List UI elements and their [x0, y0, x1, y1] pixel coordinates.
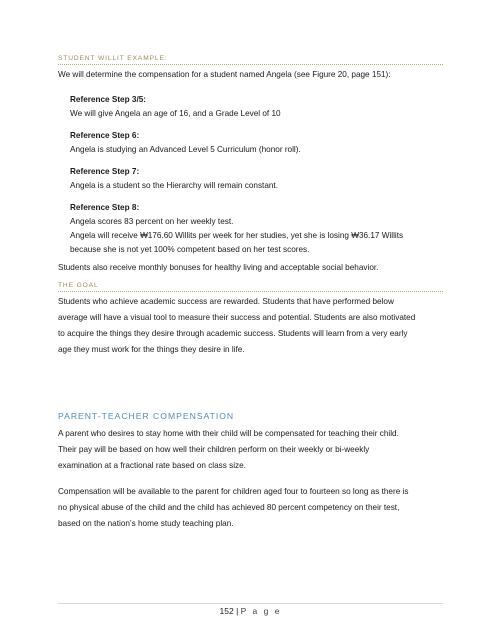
compensation-line: Compensation will be available to the parent for children aged four to fourteen so long as there is	[58, 487, 409, 496]
step-text: Angela will receive ₩176.60 Willits per week for her studies, yet she is losing ₩36.17 Willits	[70, 231, 404, 240]
compensation-line: no physical abuse of the child and the child has achieved 80 percent competency on their test,	[58, 503, 400, 512]
goal-line: to acquire the things they desire through academic success. Students will learn from a very early	[58, 329, 408, 338]
page-number: 152	[219, 606, 234, 616]
intro-paragraph: We will determine the compensation for a student named Angela (see Figure 20, page 151):	[58, 70, 391, 79]
page-footer	[58, 606, 443, 616]
goal-line: age they must work for the things they desire in life.	[58, 345, 245, 354]
parent-line: Their pay will be based on how well their children perform on their weekly or bi-weekly	[58, 445, 370, 454]
heading-divider	[58, 64, 443, 65]
step-title: Reference Step 7:	[70, 167, 140, 176]
page-label: P a g e	[240, 606, 282, 616]
document-page	[58, 0, 443, 640]
step-title: Reference Step 6:	[70, 131, 140, 140]
footer-separator: |	[236, 606, 239, 616]
step-title: Reference Step 8:	[70, 203, 140, 212]
footer-divider	[58, 603, 443, 604]
section-heading-student-example: STUDENT WILLIT EXAMPLE:	[58, 55, 168, 62]
step-text: Angela is studying an Advanced Level 5 Curriculum (honor roll).	[70, 145, 301, 154]
section-heading-parent-teacher: PARENT-TEACHER COMPENSATION	[58, 411, 235, 421]
step-text: Angela is a student so the Hierarchy will remain constant.	[70, 181, 278, 190]
goal-line: Students who achieve academic success are rewarded. Students that have performed below	[58, 297, 394, 306]
parent-line: examination at a fractional rate based on class size.	[58, 461, 246, 470]
goal-line: average will have a visual tool to measure their success and potential. Students are also motivated	[58, 313, 416, 322]
step-title: Reference Step 3/5:	[70, 95, 146, 104]
heading-divider	[58, 291, 443, 292]
parent-line: A parent who desires to stay home with their child will be compensated for teaching their child.	[58, 429, 399, 438]
step-text: because she is not yet 100% competent based on her test scores.	[70, 245, 310, 254]
closing-paragraph: Students also receive monthly bonuses for healthy living and acceptable social behavior.	[58, 263, 379, 272]
step-text: Angela scores 83 percent on her weekly test.	[70, 217, 234, 226]
section-heading-the-goal: THE GOAL	[58, 282, 99, 289]
step-text: We will give Angela an age of 16, and a Grade Level of 10	[70, 109, 281, 118]
compensation-line: based on the nation’s home study teaching plan.	[58, 519, 234, 528]
